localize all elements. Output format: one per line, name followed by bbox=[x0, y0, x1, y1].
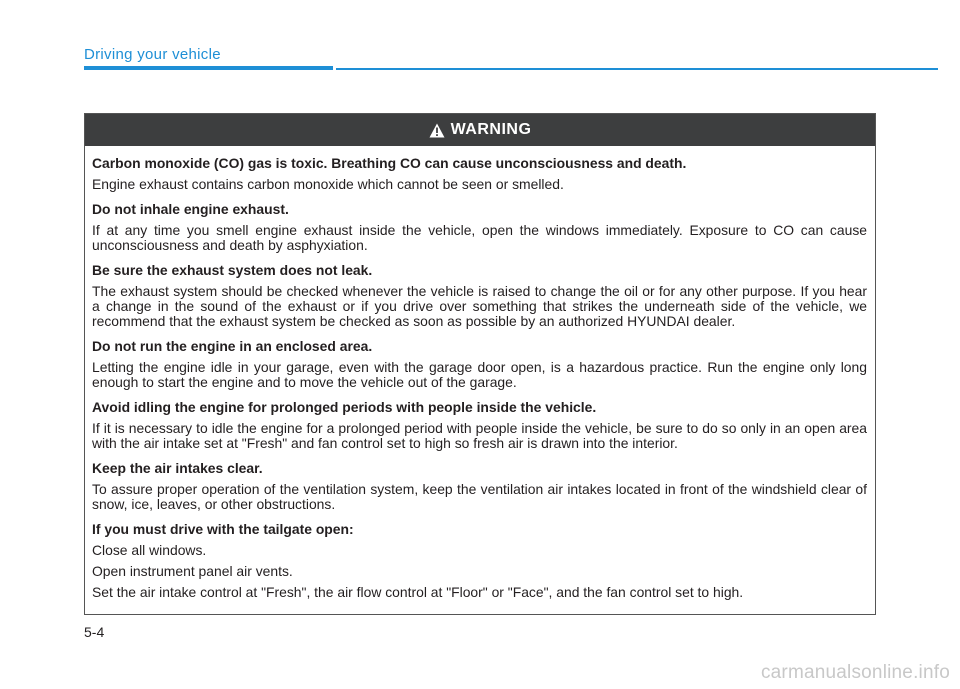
page-number: 5-4 bbox=[84, 624, 105, 640]
warning-heading: If you must drive with the tailgate open: bbox=[92, 521, 354, 537]
warning-title: WARNING bbox=[450, 121, 532, 138]
warning-text: Engine exhaust contains carbon monoxide which cannot be seen or smelled. bbox=[92, 176, 564, 192]
warning-heading: Do not inhale engine exhaust. bbox=[92, 201, 289, 217]
warning-heading: Be sure the exhaust system does not leak. bbox=[92, 262, 373, 278]
warning-text: Set the air intake control at "Fresh", the air flow control at "Floor" or "Face", and the fan control set to high. bbox=[92, 584, 744, 600]
warning-heading: Do not run the engine in an enclosed area. bbox=[92, 338, 373, 354]
section-title: Driving your vehicle bbox=[84, 46, 221, 63]
warning-heading: Keep the air intakes clear. bbox=[92, 460, 263, 476]
header-rule-thick bbox=[84, 66, 333, 70]
warning-text: Letting the engine idle in your garage, even with the garage door open, is a hazardous practice. Run the engine only long enough to start the engine and to move the vehicle out of the garage. bbox=[92, 359, 867, 390]
warning-header bbox=[85, 114, 875, 146]
warning-text: If at any time you smell engine exhaust inside the vehicle, open the windows immediately. Exposure to CO can cause unconsciousness and death by asphyxiation. bbox=[92, 222, 867, 253]
header-rule-thin bbox=[336, 68, 938, 70]
warning-text: If it is necessary to idle the engine for a prolonged period with people inside the vehicle, be sure to do so only in an open area with the air intake set at "Fresh" and fan control set to high so fresh air is drawn into the interior. bbox=[92, 420, 867, 451]
warning-body bbox=[85, 146, 875, 600]
warning-text: Open instrument panel air vents. bbox=[92, 563, 293, 579]
warning-text: The exhaust system should be checked whenever the vehicle is raised to change the oil or for any other purpose. If you hear a change in the sound of the exhaust or if you drive over something that strikes the underneath side of the vehicle, we recommend that the exhaust system be checked as soon as possible by an authorized HYUNDAI dealer. bbox=[92, 283, 867, 329]
warning-triangle-icon bbox=[429, 123, 445, 138]
watermark: carmanualsonline.info bbox=[760, 662, 950, 683]
warning-text: To assure proper operation of the ventilation system, keep the ventilation air intakes located in front of the windshield clear of snow, ice, leaves, or other obstructions. bbox=[92, 481, 867, 512]
warning-text: Close all windows. bbox=[92, 542, 207, 558]
warning-box bbox=[84, 113, 876, 615]
warning-heading: Carbon monoxide (CO) gas is toxic. Breathing CO can cause unconsciousness and death. bbox=[92, 155, 687, 171]
warning-heading: Avoid idling the engine for prolonged periods with people inside the vehicle. bbox=[92, 399, 597, 415]
